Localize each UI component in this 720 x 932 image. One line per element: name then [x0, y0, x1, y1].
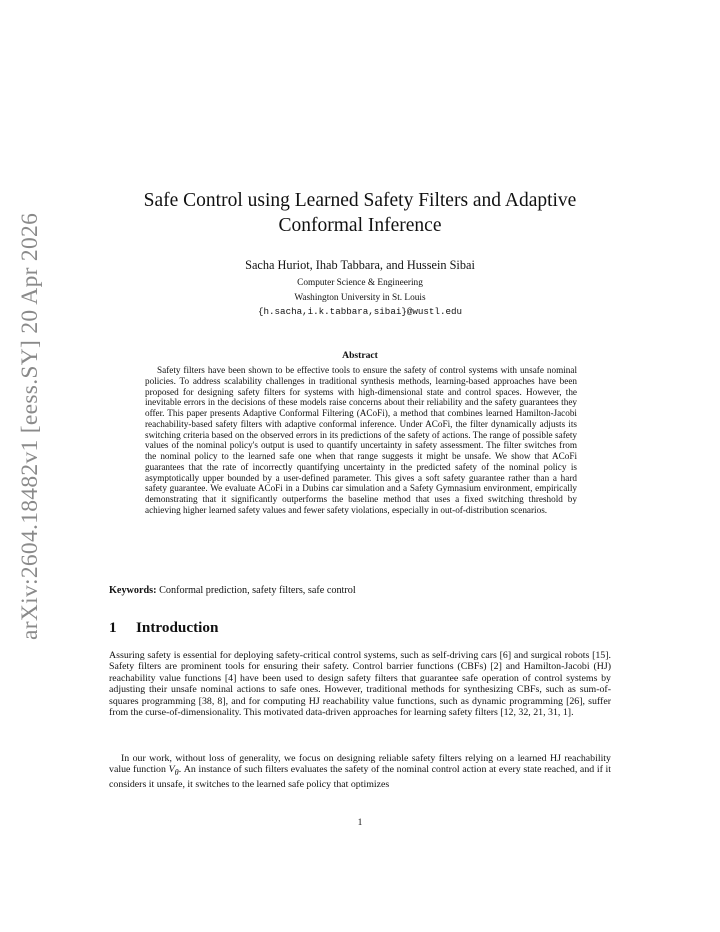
- paper-title: Safe Control using Learned Safety Filters and Adaptive Conformal Inference: [143, 190, 577, 236]
- intro-paragraph-2: [109, 753, 611, 790]
- affiliation-department: Computer Science & Engineering: [297, 278, 423, 288]
- arxiv-identifier-stamp: arXiv:2604.18482v1 [eess.SY] 20 Apr 2026: [17, 212, 43, 640]
- affiliation-university: Washington University in St. Louis: [294, 293, 426, 303]
- section-number: 1: [109, 619, 117, 636]
- abstract-heading: Abstract: [342, 350, 378, 361]
- author-list: Sacha Huriot, Ihab Tabbara, and Hussein Sibai: [245, 258, 475, 272]
- intro-p2-text-before: In our work, without loss of generality, we focus on designing reliable safety filters relying on a learned HJ reachability value function: [109, 753, 611, 776]
- section-title: Introduction: [136, 619, 219, 636]
- keywords-line: [109, 584, 611, 597]
- keywords-label: Keywords:: [109, 585, 157, 596]
- author-emails: {h.sacha,i.k.tabbara,sibai}@wustl.edu: [258, 306, 462, 317]
- page-number: 1: [357, 818, 363, 828]
- abstract-body: Safety filters have been shown to be effective tools to ensure the safety of control systems with unsafe nominal policies. To address scalability challenges in traditional synthesis methods, learning-based approaches have been proposed for designing safety filters for systems with high-dimensional state and control spaces. However, the inevitable errors in the decisions of these models raise concerns about their reliability and the safety guarantees they offer. This paper presents Adaptive Conformal Filtering (ACoFi), a method that combines learned Hamilton-Jacobi reachability-based safety filters with adaptive conformal inference. Under ACoFi, the filter dynamically adjusts its switching criteria based on the observed errors in its predictions of the safety of actions. The range of possible safety values of the nominal policy's output is used to quantify uncertainty in safety assessment. The filter switches from the nominal policy to the learned safe one when that range suggests it might be unsafe. We show that ACoFi guarantees that the rate of incorrectly quantifying uncertainty in the predicted safety of the nominal policy is asymptotically upper bounded by a user-defined parameter. This gives a soft safety guarantee rather than a hard safety guarantee. We evaluate ACoFi in a Dubins car simulation and a Safety Gymnasium environment, empirically demonstrating that it significantly outperforms the baseline method that uses a fixed switching threshold by achieving higher learned safety values and fewer safety violations, especially in out-of-distribution scenarios.: [145, 365, 577, 515]
- theta-symbol: θ: [174, 768, 179, 778]
- keywords-text: Conformal prediction, safety filters, safe control: [156, 585, 356, 596]
- intro-p2-text-after: . An instance of such filters evaluates the safety of the nominal control action at every state reached, and if it considers it unsafe, it switches to the learned safe policy that optimizes: [109, 764, 611, 790]
- section-heading-introduction: [109, 619, 611, 637]
- value-function-symbol: V: [168, 764, 175, 776]
- intro-paragraph-1: Assuring safety is essential for deploying safety-critical control systems, such as self-driving cars [6] and surgical robots [15]. Safety filters are prominent tools for ensuring their safety. Control barrier functions (CBFs) [2] and Hamilton-Jacobi (HJ) reachability value functions [4] have been used to design safety filters that guarantee safe operation of control systems by adjusting their unsafe nominal actions to safe ones. However, traditional methods for synthesizing CBFs, such as sum-of-squares programming [38, 8], and for computing HJ reachability value functions, such as dynamic programming [26], suffer from the curse-of-dimensionality. This motivated data-driven approaches for learning safety filters [12, 32, 21, 31, 1].: [109, 650, 611, 719]
